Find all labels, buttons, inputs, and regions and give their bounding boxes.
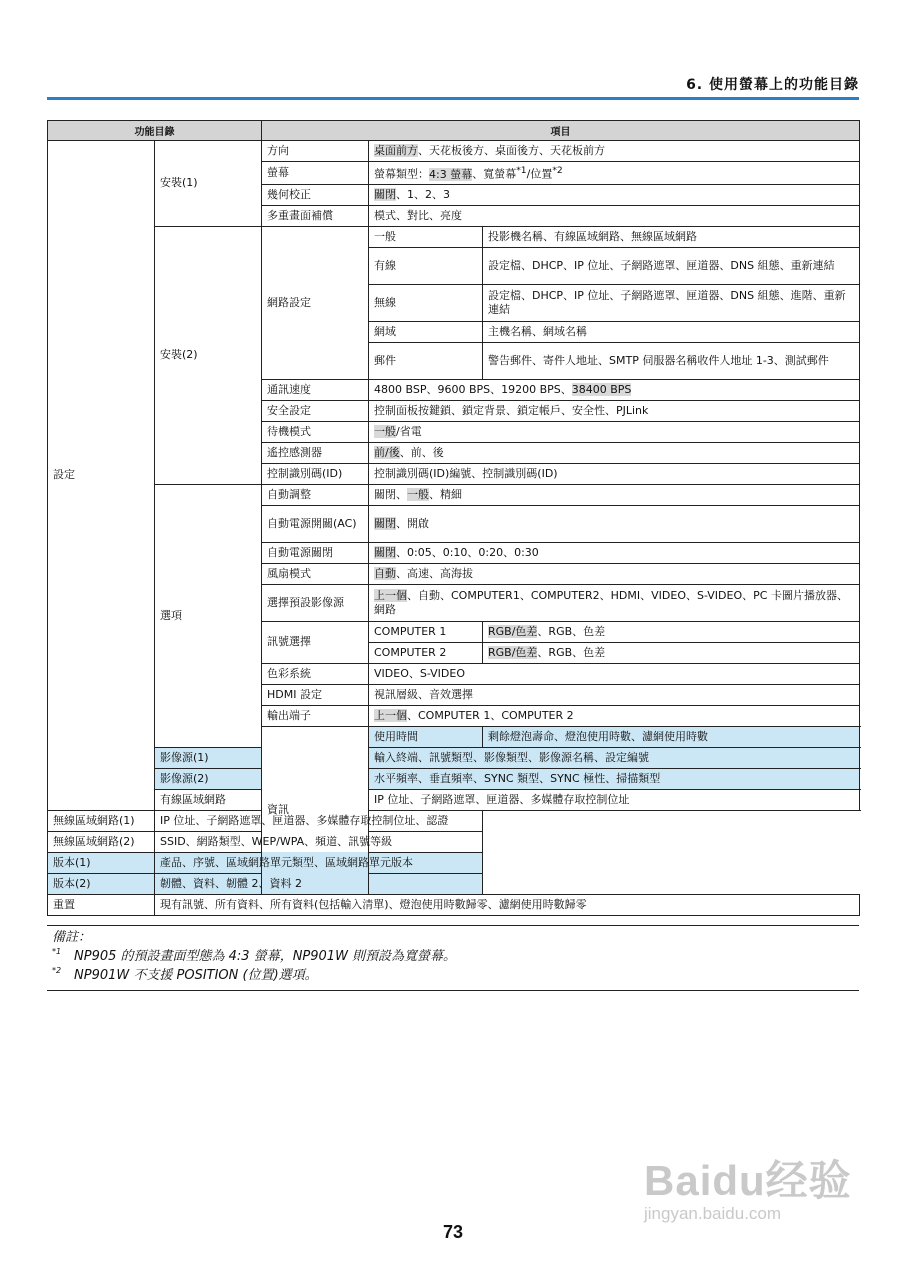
row-value: 關閉、開啟 xyxy=(369,505,860,542)
row-value: RGB/色差、RGB、色差 xyxy=(483,621,860,642)
row-value: 模式、對比、亮度 xyxy=(369,205,860,226)
sub-label: 郵件 xyxy=(369,342,483,379)
row-label: 通訊速度 xyxy=(262,379,369,400)
group-info: 資訊 xyxy=(262,726,369,894)
header-rule xyxy=(47,97,859,100)
row-value: 控制面板按鍵鎖、鎖定背景、鎖定帳戶、安全性、PJLink xyxy=(369,400,860,421)
notes-top-rule xyxy=(47,925,859,926)
row-value: IP 位址、子網路遮罩、匣道器、多媒體存取控制位址 xyxy=(369,789,860,810)
note-item: *1 NP905 的預設畫面型態為 4:3 螢幕，NP901W 則預設為寬螢幕。 xyxy=(52,947,457,964)
row-label: 影像源(1) xyxy=(155,747,262,768)
watermark-logo: Baidu经验 xyxy=(644,1157,852,1204)
sub-label: COMPUTER 2 xyxy=(369,642,483,663)
row-value: 螢幕類型：4:3 螢幕、寬螢幕$^{*1}$/位置$^{*2}$ xyxy=(369,162,860,185)
row-value: 現有訊號、所有資料、所有資料(包括輸入清單)、燈泡使用時數歸零、濾網使用時數歸零 xyxy=(155,894,860,915)
row-value: 關閉、1、2、3 xyxy=(369,184,860,205)
table-row xyxy=(48,873,860,894)
sub-label: 網域 xyxy=(369,321,483,342)
row-label: 版本(2) xyxy=(48,873,155,894)
notes-heading: 備註： xyxy=(52,930,92,945)
table-row xyxy=(48,810,860,831)
row-value: 主機名稱、網域名稱 xyxy=(483,321,860,342)
table-row xyxy=(48,789,860,810)
row-value: 設定檔、DHCP、IP 位址、子網路遮罩、匣道器、DNS 組態、重新連結 xyxy=(483,247,860,284)
row-label: 自動電源關閉 xyxy=(262,542,369,563)
row-label: 無線區域網路(1) xyxy=(48,810,155,831)
sub-label: 有線 xyxy=(369,247,483,284)
table-row xyxy=(48,141,860,162)
page-number: 73 xyxy=(442,1222,464,1242)
row-value: 視訊層級、音效選擇 xyxy=(369,684,860,705)
notes xyxy=(52,928,852,985)
row-value: 4800 BSP、9600 BPS、19200 BPS、38400 BPS xyxy=(369,379,860,400)
row-value: 警告郵件、寄件人地址、SMTP 伺服器名稱收件人地址 1-3、測試郵件 xyxy=(483,342,860,379)
row-value: 一般/省電 xyxy=(369,421,860,442)
group-reset: 重置 xyxy=(48,894,155,915)
row-value: 關閉、0:05、0:10、0:20、0:30 xyxy=(369,542,860,563)
row-value: VIDEO、S-VIDEO xyxy=(369,663,860,684)
row-label: 選擇預設影像源 xyxy=(262,584,369,621)
row-label: 使用時間 xyxy=(369,726,483,747)
row-value: 剩餘燈泡壽命、燈泡使用時數、濾網使用時數 xyxy=(483,726,860,747)
row-value: 水平頻率、垂直頻率、SYNC 類型、SYNC 極性、掃描類型 xyxy=(369,768,860,789)
row-value: 韌體、資料、韌體 2、資料 2 xyxy=(155,873,483,894)
row-value: 桌面前方、天花板後方、桌面後方、天花板前方 xyxy=(369,141,860,162)
row-label: 無線區域網路(2) xyxy=(48,831,155,852)
row-value: 產品、序號、區域網路單元類型、區域網路單元版本 xyxy=(155,852,483,873)
row-label: HDMI 設定 xyxy=(262,684,369,705)
row-label: 有線區域網路 xyxy=(155,789,262,810)
subgroup-install2: 安裝(2) xyxy=(155,226,262,484)
sub-label: 一般 xyxy=(369,226,483,247)
row-label: 待機模式 xyxy=(262,421,369,442)
default-value: 桌面前方 xyxy=(374,144,418,157)
table-row xyxy=(48,226,860,247)
row-label: 訊號選擇 xyxy=(262,621,369,663)
table-row xyxy=(48,484,860,505)
row-label: 影像源(2) xyxy=(155,768,262,789)
row-label: 螢幕 xyxy=(262,162,369,185)
row-label: 自動電源開關(AC) xyxy=(262,505,369,542)
subgroup-options: 選項 xyxy=(155,484,262,747)
table-row xyxy=(48,768,860,789)
col-items-header: 項目 xyxy=(262,121,860,141)
group-setup: 設定 xyxy=(48,141,155,811)
col-menu-header: 功能目錄 xyxy=(48,121,262,141)
notes-bottom-rule xyxy=(47,990,859,991)
row-value: 自動、高速、高海拔 xyxy=(369,563,860,584)
row-label: 風扇模式 xyxy=(262,563,369,584)
row-value: 關閉、一般、精細 xyxy=(369,484,860,505)
row-value: SSID、網路類型、WEP/WPA、頻道、訊號等級 xyxy=(155,831,483,852)
row-value: IP 位址、子網路遮罩、匣道器、多媒體存取控制位址、認證 xyxy=(155,810,483,831)
table-header xyxy=(48,121,860,141)
table-row xyxy=(48,894,860,915)
row-label: 遙控感測器 xyxy=(262,442,369,463)
row-value: 設定檔、DHCP、IP 位址、子網路遮罩、匣道器、DNS 組態、進階、重新連結 xyxy=(483,284,860,321)
sub-label: 無線 xyxy=(369,284,483,321)
page-header: 6. 使用螢幕上的功能目錄 xyxy=(686,77,859,93)
row-label: 色彩系統 xyxy=(262,663,369,684)
table-row xyxy=(48,831,860,852)
row-value: 上一個、自動、COMPUTER1、COMPUTER2、HDMI、VIDEO、S-VIDEO、PC 卡圖片播放器、網路 xyxy=(369,584,860,621)
row-label: 多重畫面補償 xyxy=(262,205,369,226)
row-label: 幾何校正 xyxy=(262,184,369,205)
row-value: RGB/色差、RGB、色差 xyxy=(483,642,860,663)
row-label: 安全設定 xyxy=(262,400,369,421)
watermark-url: jingyan.baidu.com xyxy=(644,1204,782,1223)
row-label: 輸出端子 xyxy=(262,705,369,726)
note-item: *2 NP901W 不支援 POSITION (位置)選項。 xyxy=(52,966,318,983)
table-row xyxy=(48,747,860,768)
row-label: 網路設定 xyxy=(262,226,369,379)
row-label: 自動調整 xyxy=(262,484,369,505)
row-value: 輸入終端、訊號類型、影像類型、影像源名稱、設定編號 xyxy=(369,747,860,768)
subgroup-install1: 安裝(1) xyxy=(155,141,262,227)
menu-table xyxy=(47,120,860,916)
row-label: 方向 xyxy=(262,141,369,162)
row-value: 前/後、前、後 xyxy=(369,442,860,463)
row-label: 控制識別碼(ID) xyxy=(262,463,369,484)
row-label: 版本(1) xyxy=(48,852,155,873)
row-value: 控制識別碼(ID)編號、控制識別碼(ID) xyxy=(369,463,860,484)
row-value: 投影機名稱、有線區域網路、無線區域網路 xyxy=(483,226,860,247)
table-row xyxy=(48,852,860,873)
sub-label: COMPUTER 1 xyxy=(369,621,483,642)
row-value: 上一個、COMPUTER 1、COMPUTER 2 xyxy=(369,705,860,726)
